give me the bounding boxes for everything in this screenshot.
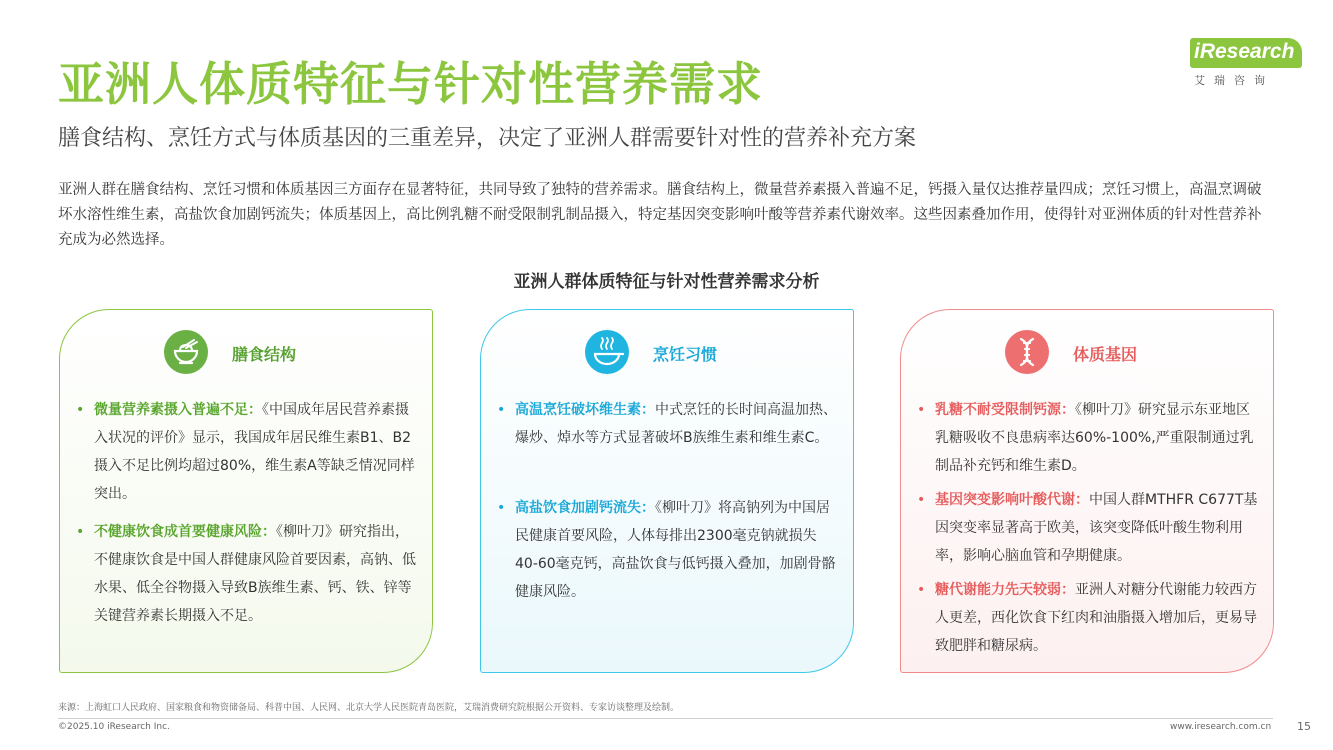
list-item [497, 396, 839, 452]
item-lead: 糖代谢能力先天较弱： [935, 582, 1075, 598]
website-link[interactable]: www.iresearch.com.cn [1170, 722, 1272, 732]
item-text: 《柳叶刀》将高钠列为中国居民健康首要风险，人体每排出2300毫克钠就损失40-60毫克钙，高盐饮食与低钙摄入叠加，加剧骨骼健康风险。 [515, 500, 836, 600]
item-lead: 微量营养素摄入普遍不足： [94, 402, 262, 418]
cooking-card-header [481, 330, 853, 376]
bullet-dot: • [497, 402, 506, 418]
diet-card [59, 309, 433, 673]
item-text: 《中国成年居民营养素摄入状况的评价》显示，我国成年居民维生素B1、B2摄入不足比例均超过80%，维生素A等缺乏情况同样突出。 [94, 402, 415, 502]
page-subtitle: 膳食结构、烹饪方式与体质基因的三重差异，决定了亚洲人群需要针对性的营养补充方案 [58, 126, 917, 151]
bullet-dot: • [497, 500, 506, 516]
diet-card-title: 膳食结构 [232, 345, 297, 364]
item-lead: 高温烹饪破坏维生素： [515, 402, 655, 418]
bullet-dot: • [917, 492, 926, 508]
cooking-card [480, 309, 854, 673]
item-lead: 不健康饮食成首要健康风险： [94, 524, 276, 540]
intro-paragraph: 亚洲人群在膳食结构、烹饪习惯和体质基因三方面存在显著特征，共同导致了独特的营养需求。膳食结构上，微量营养素摄入普遍不足，钙摄入量仅达推荐量四成；烹饪习惯上，高温烹调破坏水溶性维生素，高盐饮食加剧钙流失；体质基因上，高比例乳糖不耐受限制乳制品摄入，特定基因突变影响叶酸等营养素代谢效率。这些因素叠加作用，使得针对亚洲体质的针对性营养补充成为必然选择。 [58, 182, 1262, 248]
diet-item-list [76, 396, 418, 630]
bowl-icon [164, 330, 208, 374]
list-item [917, 396, 1259, 480]
diet-card-header [60, 330, 432, 376]
list-item [76, 396, 418, 508]
item-text: 亚洲人对糖分代谢能力较西方人更差，西化饮食下红肉和油脂摄入增加后，更易导致肥胖和糖尿病。 [935, 582, 1257, 654]
iresearch-logo [1190, 38, 1302, 88]
section-title: 亚洲人群体质特征与针对性营养需求分析 [513, 272, 820, 292]
item-lead: 乳糖不耐受限制钙源： [935, 402, 1075, 418]
list-item [917, 486, 1259, 570]
page-title: 亚洲人体质特征与针对性营养需求 [58, 57, 763, 111]
item-text: 中式烹饪的长时间高温加热、爆炒、焯水等方式显著破坏B族维生素和维生素C。 [515, 402, 837, 446]
logo-subtext: 艾瑞咨询 [1194, 74, 1274, 87]
list-item [497, 494, 839, 606]
item-text: 《柳叶刀》研究指出，不健康饮食是中国人群健康风险首要因素，高钠、低水果、低全谷物摄入导致B族维生素、钙、铁、锌等关键营养素长期摄入不足。 [94, 524, 416, 624]
item-text: 《柳叶刀》研究显示东亚地区乳糖吸收不良患病率达60%-100%,严重限制通过乳制品补充钙和维生素D。 [935, 402, 1254, 474]
footer-divider [58, 718, 1273, 719]
item-lead: 高盐饮食加剧钙流失： [515, 500, 655, 516]
item-text: 中国人群MTHFR C677T基因突变率显著高于欧美，该突变降低叶酸生物利用率，影响心脑血管和孕期健康。 [935, 492, 1258, 564]
bullet-dot: • [917, 402, 926, 418]
cooking-card-title: 烹饪习惯 [653, 345, 718, 364]
item-lead: 基因突变影响叶酸代谢： [935, 492, 1089, 508]
gene-card-title: 体质基因 [1073, 345, 1138, 364]
list-item [76, 518, 418, 630]
logo-text: iResearch [1194, 40, 1295, 63]
bullet-dot: • [76, 402, 85, 418]
source-note: 来源：上海虹口人民政府、国家粮食和物资储备局、科普中国、人民网、北京大学人民医院青岛医院，艾瑞消费研究院根据公开资料、专家访谈整理及绘制。 [58, 703, 680, 713]
gene-item-list [917, 396, 1259, 660]
dna-icon [1005, 330, 1049, 374]
page-number: 15 [1297, 720, 1311, 733]
gene-card-header [901, 330, 1273, 376]
bullet-dot: • [917, 582, 926, 598]
cooking-item-list [497, 396, 839, 606]
bullet-dot: • [76, 524, 85, 540]
copyright-text: ©2025.10 iResearch Inc. [58, 722, 170, 732]
cooking-pot-icon [585, 330, 629, 374]
gene-card [900, 309, 1274, 673]
list-item [917, 576, 1259, 660]
